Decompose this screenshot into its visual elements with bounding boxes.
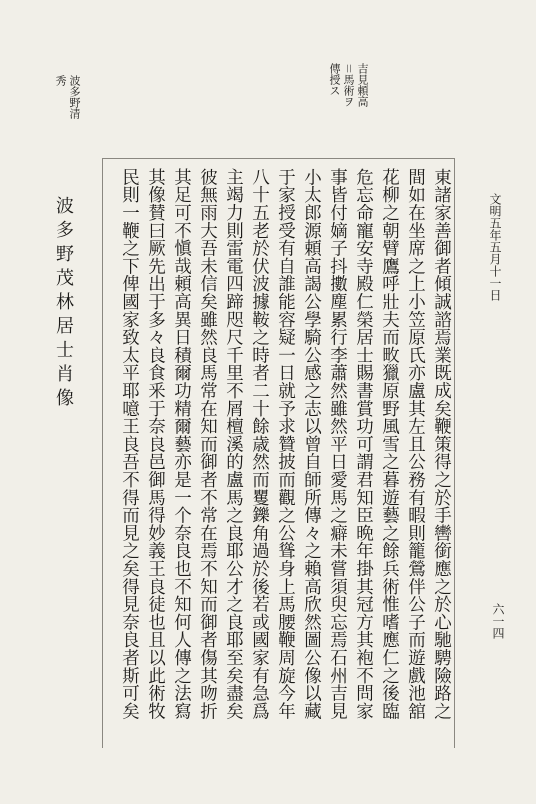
portrait-title: 波多野茂林居士肖像: [53, 196, 74, 412]
body-column: 危忘命寵安寺殿仁榮居士賜書賞功可謂君知臣晩年掛其冠方其袍不問家: [353, 168, 374, 720]
marginal-note-left: [53, 75, 81, 119]
page-number: 六一四: [491, 603, 505, 639]
top-rule: [102, 158, 454, 159]
note-line: 秀: [54, 75, 67, 86]
text-box-left-rule: [102, 158, 103, 748]
body-column: 其足可不愼哉頼高異日積爾功精爾藝亦是一个奈良也不知何人傳之法寫: [171, 168, 192, 720]
header-date: 文明五年五月十一日: [488, 193, 502, 301]
body-column: 民則一鞭之下俾國家致太平耶噫王良吾不得而見之矣得見奈良者斯可矣: [119, 168, 140, 720]
note-line: 傳授ス: [328, 63, 341, 96]
note-line: 吉見頼高: [356, 63, 369, 107]
body-column: 其像賛曰厥先出于多々良食釆于奈良邑御馬得妙義王良徒也且以此術牧: [145, 168, 166, 720]
marginal-note-right: [327, 63, 369, 107]
body-column: 彼無雨大吾未信矣雖然良馬常在知而御者不常在焉不知而御者傷其吻折: [197, 168, 218, 720]
body-column: 事皆付嫡子抖擻塵累行李蕭然雖然平日愛馬之癖未嘗須臾忘焉石州吉見: [327, 168, 348, 720]
body-column: 八十五老於伏波據鞍之時者二十餘歳然而矍鑠角過於後若或國家有急爲: [249, 168, 270, 720]
body-column: 主竭力則雷電四蹄咫尺千里不屑檀溪的盧馬之良耶公才之良耶至矣盡矣: [223, 168, 244, 720]
body-column: 間如在坐席之上小笠原氏亦盧其左且公務有暇則籠鶯伴公子而遊戲池舘: [405, 168, 426, 720]
body-column: 于家授受有自誰能容疑一日就予求贊披而觀之公聳身上馬腰鞭周旋今年: [275, 168, 296, 720]
body-column: 東諸家善御者傾誠諮焉業既成矣鞭策得之於手轡銜應之於心馳騁險路之: [431, 168, 452, 720]
body-column: 花柳之朝臂鷹呼壯夫而畋獵原野風雪之暮遊藝之餘兵術惟嗜應仁之後臨: [379, 168, 400, 720]
note-line: ＝馬術ヲ: [342, 63, 355, 107]
text-box-right-rule: [454, 158, 455, 748]
body-column: 小太郎源頼高謁公學騎公感之志以曾自師所傳々之賴高欣然圖公像以藏: [301, 168, 322, 720]
note-line: 波多野清: [68, 75, 81, 119]
